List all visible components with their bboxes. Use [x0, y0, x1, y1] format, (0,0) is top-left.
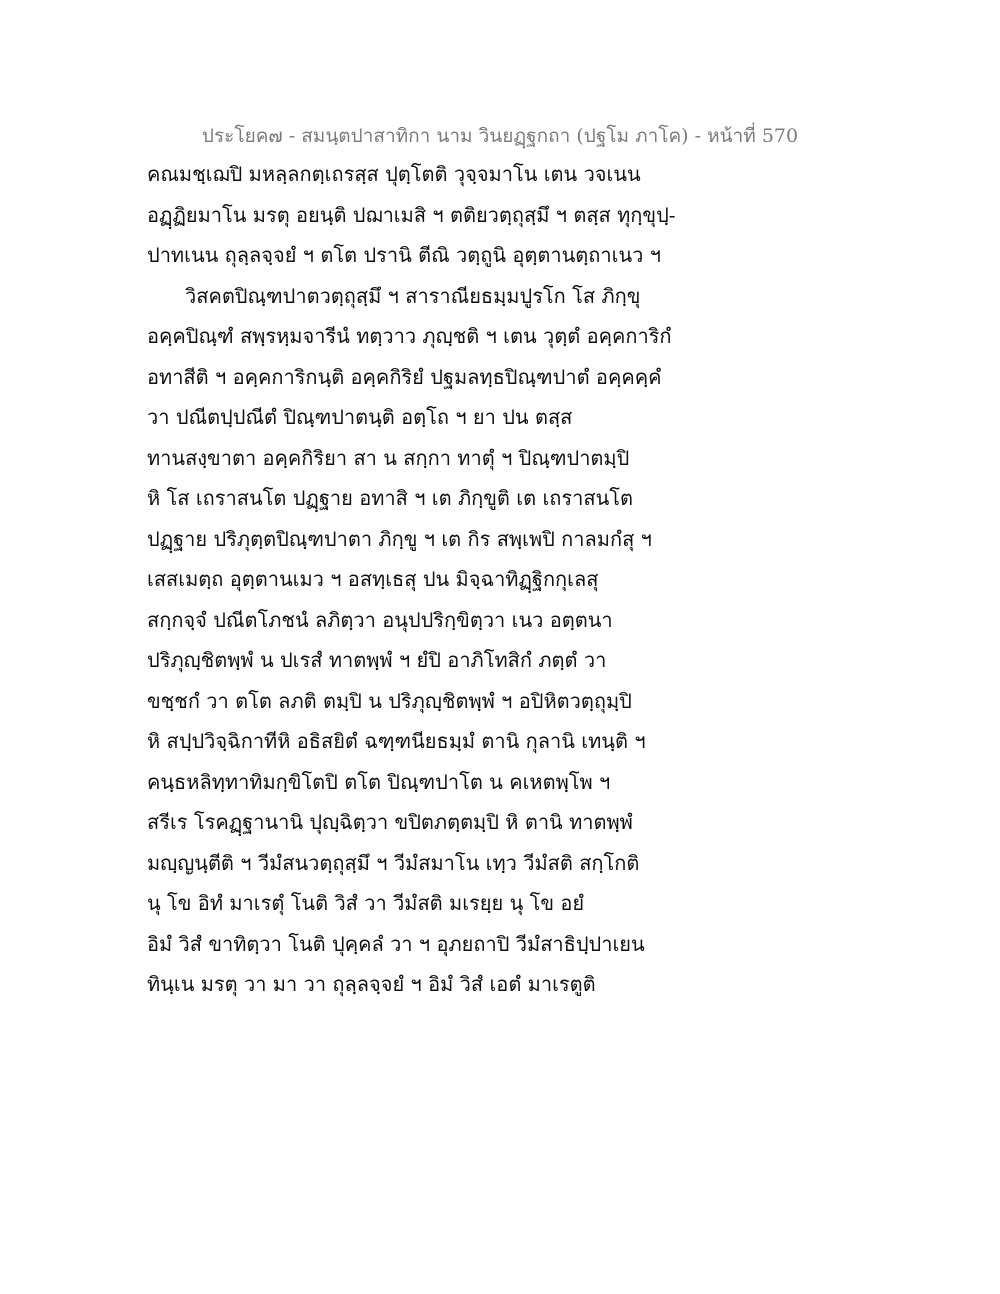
text-line: คณมชฺเฌปิ มหลฺลกตฺเถรสฺส ปุตฺโตติ วุจฺจมาโน เตน วจเนน: [147, 162, 641, 186]
paragraph-start-line: วิสคตปิณฺฑปาตวตฺถุสฺมึ ฯ สาราณียธมฺมปูรโก โส ภิกฺขุ: [185, 283, 641, 308]
text-line: เสสเมตฺถ อุตฺตานเมว ฯ อสทฺเธสุ ปน มิจฺฉาทิฏฺฐิกกุเลสุ: [147, 567, 599, 591]
text-line: วา ปณีตปฺปณีตํ ปิณฺฑปาตนฺติ อตฺโถ ฯ ยา ปน ตสฺส: [147, 405, 573, 429]
page-header: ประโยค๗ - สมนฺตปาสาทิกา นาม วินยฏฺฐกถา (ปฐโม ภาโค) - หน้าที่ 570: [201, 125, 799, 147]
text-line: หิ โส เถราสนโต ปฏฺฐาย อทาสิ ฯ เต ภิกฺขูติ เต เถราสนโต: [147, 486, 633, 510]
text-line: อทาสีติ ฯ อคฺคการิกนฺติ อคฺคกิริยํ ปฐมลทฺธปิณฺฑปาตํ อคฺคคฺคํ: [147, 364, 662, 389]
text-line: ทานสงฺขาตา อคฺคกิริยา สา น สกฺกา ทาตุํ ฯ ปิณฺฑปาตมฺปิ: [147, 445, 630, 470]
text-line: สรีเร โรคฏฺฐานานิ ปุญฺฉิตฺวา ขปิตภตฺตมฺปิ หิ ตานิ ทาตพฺพํ: [147, 810, 633, 834]
text-line: ทินฺเน มรตุ วา มา วา ถุลฺลจฺจยํ ฯ อิมํ วิสํ เอตํ มาเรตูติ: [147, 972, 596, 996]
text-line: สกฺกจฺจํ ปณีตโภชนํ ลภิตฺวา อนุปปริกฺขิตฺวา เนว อตฺตนา: [147, 607, 613, 632]
text-line: อิมํ วิสํ ขาทิตฺวา โนติ ปุคฺคลํ วา ฯ อุภยถาปิ วีมํสาธิปฺปาเยน: [147, 931, 645, 956]
text-line: หิ สปฺปวิจฺฉิกาทีหิ อธิสยิตํ ฉฑฺฑนียธมฺมํ ตานิ กุลานิ เทนฺติ ฯ: [147, 729, 646, 753]
body-text: [147, 154, 687, 1005]
text-line: ปริภุญฺชิตพฺพํ น ปเรสํ ทาตพฺพํ ฯ ยํปิ อาภิโทสิกํ ภตฺตํ วา: [147, 648, 607, 672]
text-line: ขชฺชกํ วา ตโต ลภติ ตมฺปิ น ปริภุญฺชิตพฺพํ ฯ อปิหิตวตฺถุมฺปิ: [147, 688, 632, 713]
text-line: มญฺญนฺตีติ ฯ วีมํสนวตฺถุสฺมึ ฯ วีมํสมาโน เทฺว วีมํสติ สกฺโกติ: [147, 850, 640, 875]
text-line: คนฺธหลิทฺทาทิมกฺขิโตปิ ตโต ปิณฺฑปาโต น คเหตพฺโพ ฯ: [147, 769, 611, 794]
text-line: ปฏฺฐาย ปริภุตฺตปิณฺฑปาตา ภิกฺขู ฯ เต กิร สพฺเพปิ กาลมกํสุ ฯ: [147, 526, 652, 551]
text-line: นุ โข อิทํ มาเรตุํ โนติ วิสํ วา วีมํสติ มเรยฺย นุ โข อยํ: [147, 891, 585, 915]
text-line: ปาทเนน ถุลฺลจฺจยํ ฯ ตโต ปรานิ ตีณิ วตฺถูนิ อุตฺตานตฺถาเนว ฯ: [147, 243, 661, 267]
text-line: อคฺคปิณฺฑํ สพฺรหฺมจารีนํ ทตฺวาว ภุญฺชติ ฯ เตน วุตฺตํ อคฺคการิกํ: [147, 324, 672, 348]
text-line: อฏฺฏิยมาโน มรตุ อยนฺติ ปฌาเมสิ ฯ ตติยวตฺถุสฺมึ ฯ ตสฺส ทุกฺขุปฺ-: [147, 202, 676, 227]
